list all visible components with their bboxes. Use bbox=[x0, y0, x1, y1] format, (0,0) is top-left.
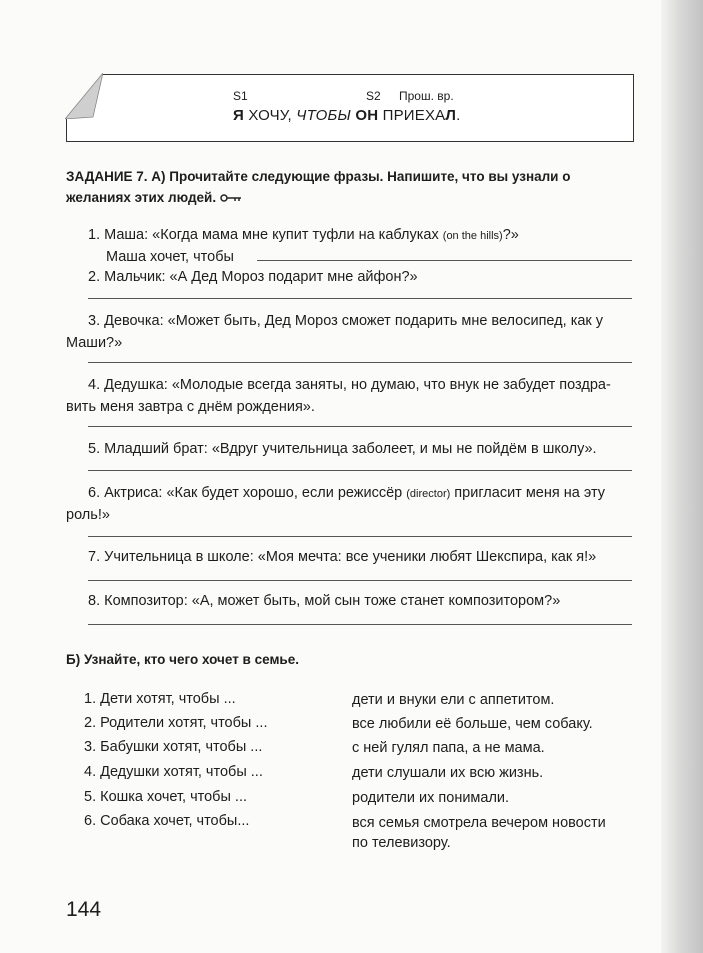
page-fold-icon bbox=[65, 73, 103, 119]
task-item-1: 1. Маша: «Когда мама мне купит туфли на каблуках (on the hills)?» bbox=[88, 227, 519, 243]
section-b-title: Б) Узнайте, кто чего хочет в семье. bbox=[66, 652, 299, 667]
family-right-5: родители их понимали. bbox=[352, 790, 510, 806]
grammar-rule-box bbox=[66, 74, 634, 142]
task-item-6: 6. Актриса: «Как будет хорошо, если режиссёр (director) пригласит меня на эту bbox=[88, 485, 605, 501]
task-item-4: 4. Дедушка: «Молодые всегда заняты, но думаю, что внук не забудет поздра- bbox=[88, 377, 611, 393]
page-edge-shadow bbox=[661, 0, 703, 953]
answer-line[interactable] bbox=[257, 260, 632, 261]
family-right-4: дети слушали их всю жизнь. bbox=[352, 765, 544, 781]
family-left-5: 5. Кошка хочет, чтобы ... bbox=[84, 789, 248, 805]
answer-line[interactable] bbox=[88, 362, 632, 363]
key-icon bbox=[220, 194, 242, 202]
task-item-6-line2: роль!» bbox=[66, 507, 110, 523]
page-number: 144 bbox=[66, 898, 102, 921]
family-right-6-cont: по телевизору. bbox=[352, 835, 451, 851]
rule-tense-label: Прош. вр. bbox=[399, 89, 454, 103]
task-item-7: 7. Учительница в школе: «Моя мечта: все ученики любят Шекспира, как я!» bbox=[88, 549, 597, 565]
answer-line[interactable] bbox=[88, 298, 632, 299]
family-left-6: 6. Собака хочет, чтобы... bbox=[84, 813, 250, 829]
answer-line[interactable] bbox=[88, 580, 632, 581]
rule-s2-label: S2 bbox=[366, 89, 381, 103]
task-item-3-line2: Маши?» bbox=[66, 335, 123, 351]
task-item-5: 5. Младший брат: «Вдруг учительница заболеет, и мы не пойдём в школу». bbox=[88, 441, 597, 457]
family-left-4: 4. Дедушки хотят, чтобы ... bbox=[84, 764, 263, 780]
family-left-1: 1. Дети хотят, чтобы ... bbox=[84, 691, 236, 707]
answer-line[interactable] bbox=[88, 426, 632, 427]
task-item-4-line2: вить меня завтра с днём рождения». bbox=[66, 399, 315, 415]
family-right-2: все любили её больше, чем собаку. bbox=[352, 716, 593, 732]
task-item-1-line2: Маша хочет, чтобы bbox=[106, 249, 234, 265]
family-left-3: 3. Бабушки хотят, чтобы ... bbox=[84, 739, 263, 755]
task-item-2: 2. Мальчик: «А Дед Мороз подарит мне айфон?» bbox=[88, 269, 418, 285]
family-left-2: 2. Родители хотят, чтобы ... bbox=[84, 715, 268, 731]
rule-s1-label: S1 bbox=[233, 89, 248, 103]
task-7-title: ЗАДАНИЕ 7. А) Прочитайте следующие фразы. Напишите, что вы узнали о желаниях этих людей. bbox=[66, 169, 571, 205]
rule-sentence: Я ХОЧУ, ЧТОБЫ ОН ПРИЕХАЛ. bbox=[233, 107, 461, 124]
task-item-3: 3. Девочка: «Может быть, Дед Мороз сможет подарить мне велосипед, как у bbox=[88, 313, 604, 329]
answer-line[interactable] bbox=[88, 624, 632, 625]
family-right-3: с ней гулял папа, а не мама. bbox=[352, 740, 545, 756]
answer-line[interactable] bbox=[88, 470, 632, 471]
answer-line[interactable] bbox=[88, 536, 632, 537]
family-right-1: дети и внуки ели с аппетитом. bbox=[352, 692, 555, 708]
family-right-6: вся семья смотрела вечером новости bbox=[352, 815, 606, 831]
task-item-8: 8. Композитор: «А, может быть, мой сын тоже станет композитором?» bbox=[88, 593, 561, 609]
